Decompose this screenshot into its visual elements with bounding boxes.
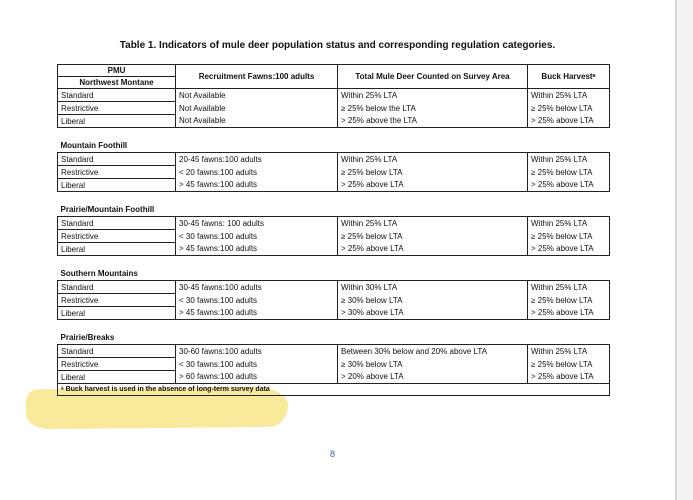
table-row [58, 217, 610, 230]
buck-harvest-cell: > 25% above LTA [528, 307, 610, 320]
table-row [58, 115, 610, 128]
category-cell: Liberal [58, 179, 176, 192]
recruitment-cell: 30-45 fawns:100 adults [176, 281, 338, 294]
recruitment-cell: > 45 fawns:100 adults [176, 307, 338, 320]
footnote-row [58, 384, 610, 396]
buck-harvest-cell: > 25% above LTA [528, 243, 610, 256]
counted-cell: ≥ 30% below LTA [338, 294, 528, 307]
counted-cell: ≥ 25% below LTA [338, 166, 528, 179]
buck-harvest-cell: Within 25% LTA [528, 217, 610, 230]
table-row [58, 230, 610, 243]
section-header-row [58, 265, 610, 281]
table-row [58, 281, 610, 294]
table-row [58, 102, 610, 115]
table-title: Table 1. Indicators of mule deer population status and corresponding regulation categories. [119, 40, 556, 51]
recruitment-cell: > 60 fawns:100 adults [176, 371, 338, 384]
buck-harvest-cell: Within 25% LTA [528, 345, 610, 358]
counted-cell: ≥ 25% below LTA [338, 230, 528, 243]
section-spacer [58, 128, 610, 138]
counted-cell: > 25% above the LTA [338, 115, 528, 128]
page-edge [675, 0, 677, 500]
category-cell: Restrictive [58, 230, 176, 243]
category-cell: Standard [58, 281, 176, 294]
category-cell: Restrictive [58, 294, 176, 307]
category-cell: Restrictive [58, 166, 176, 179]
recruitment-cell: Not Available [176, 102, 338, 115]
table-row [58, 371, 610, 384]
table-row [58, 243, 610, 256]
counted-cell: ≥ 30% below LTA [338, 358, 528, 371]
buck-harvest-cell: ≥ 25% below LTA [528, 294, 610, 307]
recruitment-cell: 30-45 fawns: 100 adults [176, 217, 338, 230]
section-name: Northwest Montane [58, 77, 176, 89]
recruitment-cell: < 30 fawns:100 adults [176, 230, 338, 243]
buck-harvest-cell: Within 25% LTA [528, 281, 610, 294]
counted-cell: > 20% above LTA [338, 371, 528, 384]
recruitment-cell: > 45 fawns:100 adults [176, 179, 338, 192]
buck-harvest-cell: Within 25% LTA [528, 89, 610, 102]
table-row [58, 89, 610, 102]
counted-cell: Within 25% LTA [338, 89, 528, 102]
buck-harvest-cell: ≥ 25% below LTA [528, 166, 610, 179]
counted-cell: > 30% above LTA [338, 307, 528, 320]
section-name: Prairie/Breaks [60, 333, 115, 342]
buck-harvest-cell: Within 25% LTA [528, 153, 610, 166]
recruitment-cell: Not Available [176, 115, 338, 128]
section-name: Prairie/Mountain Foothill [60, 205, 155, 214]
table-row [58, 358, 610, 371]
recruitment-cell: 20-45 fawns:100 adults [176, 153, 338, 166]
table-row [58, 166, 610, 179]
recruitment-cell: 30-60 fawns:100 adults [176, 345, 338, 358]
category-cell: Liberal [58, 371, 176, 384]
counted-cell: ≥ 25% below the LTA [338, 102, 528, 115]
counted-cell: Between 30% below and 20% above LTA [338, 345, 528, 358]
table-row [58, 307, 610, 320]
category-cell: Standard [58, 217, 176, 230]
buck-harvest-cell: > 25% above LTA [528, 179, 610, 192]
footnote: ᵃ Buck harvest is used in the absence of long-term survey data [58, 384, 610, 396]
section-header-row [58, 329, 610, 345]
header-buck-harvest: Buck Harvestᵃ [528, 65, 610, 89]
header-row [58, 65, 610, 77]
category-cell: Liberal [58, 307, 176, 320]
section-spacer [58, 192, 610, 202]
buck-harvest-cell: > 25% above LTA [528, 371, 610, 384]
section-header-row [58, 201, 610, 217]
recruitment-cell: Not Available [176, 89, 338, 102]
header-counted: Total Mule Deer Counted on Survey Area [338, 65, 528, 89]
category-cell: Standard [58, 153, 176, 166]
category-cell: Restrictive [58, 102, 176, 115]
category-cell: Restrictive [58, 358, 176, 371]
buck-harvest-cell: > 25% above LTA [528, 115, 610, 128]
counted-cell: Within 30% LTA [338, 281, 528, 294]
buck-harvest-cell: ≥ 25% below LTA [528, 102, 610, 115]
table-row [58, 179, 610, 192]
category-cell: Liberal [58, 243, 176, 256]
page-number: 8 [329, 449, 335, 459]
counted-cell: > 25% above LTA [338, 243, 528, 256]
recruitment-cell: < 20 fawns:100 adults [176, 166, 338, 179]
category-cell: Standard [58, 345, 176, 358]
category-cell: Liberal [58, 115, 176, 128]
counted-cell: Within 25% LTA [338, 153, 528, 166]
regulation-table [57, 64, 610, 396]
section-header-row [58, 137, 610, 153]
recruitment-cell: > 45 fawns:100 adults [176, 243, 338, 256]
section-name: Southern Mountains [60, 269, 138, 278]
recruitment-cell: < 30 fawns:100 adults [176, 358, 338, 371]
section-spacer [58, 320, 610, 330]
table-row [58, 345, 610, 358]
header-pmu: PMU [58, 65, 176, 77]
table-row [58, 294, 610, 307]
header-recruitment: Recruitment Fawns:100 adults [176, 65, 338, 89]
buck-harvest-cell: ≥ 25% below LTA [528, 358, 610, 371]
section-name: Mountain Foothill [60, 141, 128, 150]
table-row [58, 153, 610, 166]
category-cell: Standard [58, 89, 176, 102]
section-spacer [58, 256, 610, 266]
buck-harvest-cell: ≥ 25% below LTA [528, 230, 610, 243]
counted-cell: Within 25% LTA [338, 217, 528, 230]
recruitment-cell: < 30 fawns:100 adults [176, 294, 338, 307]
counted-cell: > 25% above LTA [338, 179, 528, 192]
